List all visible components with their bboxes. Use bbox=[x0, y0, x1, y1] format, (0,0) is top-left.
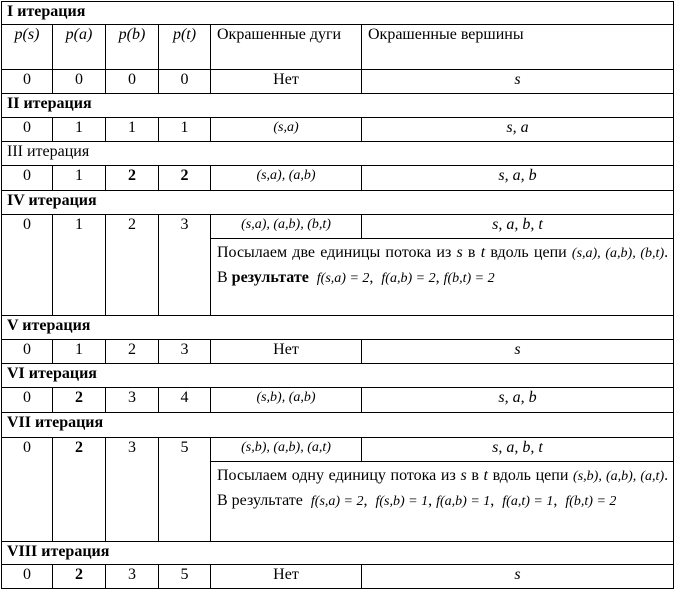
cell-pb: 3 bbox=[106, 438, 159, 542]
cell-arcs: Нет bbox=[211, 565, 362, 589]
cell-pt: 5 bbox=[159, 565, 211, 589]
iteration-title: VI итерация bbox=[2, 364, 674, 388]
cell-pb: 0 bbox=[106, 70, 159, 94]
cell-arcs: (s,a), (a,b), (b,t) bbox=[211, 215, 362, 239]
cell-pb: 2 bbox=[106, 166, 159, 191]
flow-note: Посылаем две единицы потока из s в t вдоль цепи (s,a), (a,b), (b,t). В результате f(s,a) = 2, f(a,b) = 2, f(b,t) = 2 bbox=[211, 239, 674, 316]
cell-vertices: s, a, b bbox=[362, 166, 674, 191]
iteration-title: VIII итерация bbox=[2, 542, 674, 565]
cell-pa: 2 bbox=[53, 388, 106, 413]
header-pt: p(t) bbox=[159, 25, 211, 70]
header-ps: p(s) bbox=[2, 25, 53, 70]
cell-arcs: (s,b), (a,b) bbox=[211, 388, 362, 413]
header-vertices: Окрашенные вершины bbox=[362, 25, 674, 70]
cell-ps: 0 bbox=[2, 118, 53, 142]
cell-ps: 0 bbox=[2, 565, 53, 589]
cell-pa: 1 bbox=[53, 118, 106, 142]
cell-ps: 0 bbox=[2, 70, 53, 94]
cell-pt: 5 bbox=[159, 438, 211, 542]
cell-pt: 2 bbox=[159, 166, 211, 191]
cell-vertices: s, a, b, t bbox=[362, 438, 674, 462]
cell-ps: 0 bbox=[2, 340, 53, 364]
cell-vertices: s, a, b, t bbox=[362, 215, 674, 239]
cell-pt: 0 bbox=[159, 70, 211, 94]
cell-vertices: s, a, b bbox=[362, 388, 674, 413]
cell-pa: 1 bbox=[53, 215, 106, 316]
flow-note: Посылаем одну единицу потока из s в t вдоль цепи (s,b), (a,b), (a,t). В результате f(s,a) = 2, f(s,b) = 1, f(a,b) = 1, f(a,t) = 1, f(b,t) = 2 bbox=[211, 462, 674, 542]
cell-pt: 3 bbox=[159, 215, 211, 316]
cell-pb: 2 bbox=[106, 340, 159, 364]
cell-ps: 0 bbox=[2, 388, 53, 413]
iteration-title: II итерация bbox=[2, 94, 674, 118]
iteration-title: V итерация bbox=[2, 316, 674, 340]
header-arcs: Окрашенные дуги bbox=[211, 25, 362, 70]
cell-pa: 1 bbox=[53, 340, 106, 364]
cell-pt: 4 bbox=[159, 388, 211, 413]
iterations-table bbox=[1, 1, 674, 589]
cell-pa: 1 bbox=[53, 166, 106, 191]
cell-arcs: (s,a), (a,b) bbox=[211, 166, 362, 191]
iteration-title: I итерация bbox=[2, 2, 674, 25]
cell-ps: 0 bbox=[2, 215, 53, 316]
header-pb: p(b) bbox=[106, 25, 159, 70]
cell-pt: 1 bbox=[159, 118, 211, 142]
iteration-title: VII итерация bbox=[2, 413, 674, 438]
iteration-title: IV итерация bbox=[2, 191, 674, 215]
cell-pb: 2 bbox=[106, 215, 159, 316]
cell-arcs: (s,a) bbox=[211, 118, 362, 142]
cell-pa: 2 bbox=[53, 565, 106, 589]
cell-pb: 3 bbox=[106, 388, 159, 413]
cell-pt: 3 bbox=[159, 340, 211, 364]
cell-vertices: s bbox=[362, 340, 674, 364]
cell-pb: 1 bbox=[106, 118, 159, 142]
cell-pb: 3 bbox=[106, 565, 159, 589]
cell-vertices: s bbox=[362, 70, 674, 94]
cell-arcs: Нет bbox=[211, 70, 362, 94]
cell-pa: 2 bbox=[53, 438, 106, 542]
cell-arcs: Нет bbox=[211, 340, 362, 364]
cell-ps: 0 bbox=[2, 438, 53, 542]
cell-vertices: s, a bbox=[362, 118, 674, 142]
header-pa: p(a) bbox=[53, 25, 106, 70]
cell-pa: 0 bbox=[53, 70, 106, 94]
iteration-title: III итерация bbox=[2, 142, 674, 166]
cell-vertices: s bbox=[362, 565, 674, 589]
cell-ps: 0 bbox=[2, 166, 53, 191]
cell-arcs: (s,b), (a,b), (a,t) bbox=[211, 438, 362, 462]
